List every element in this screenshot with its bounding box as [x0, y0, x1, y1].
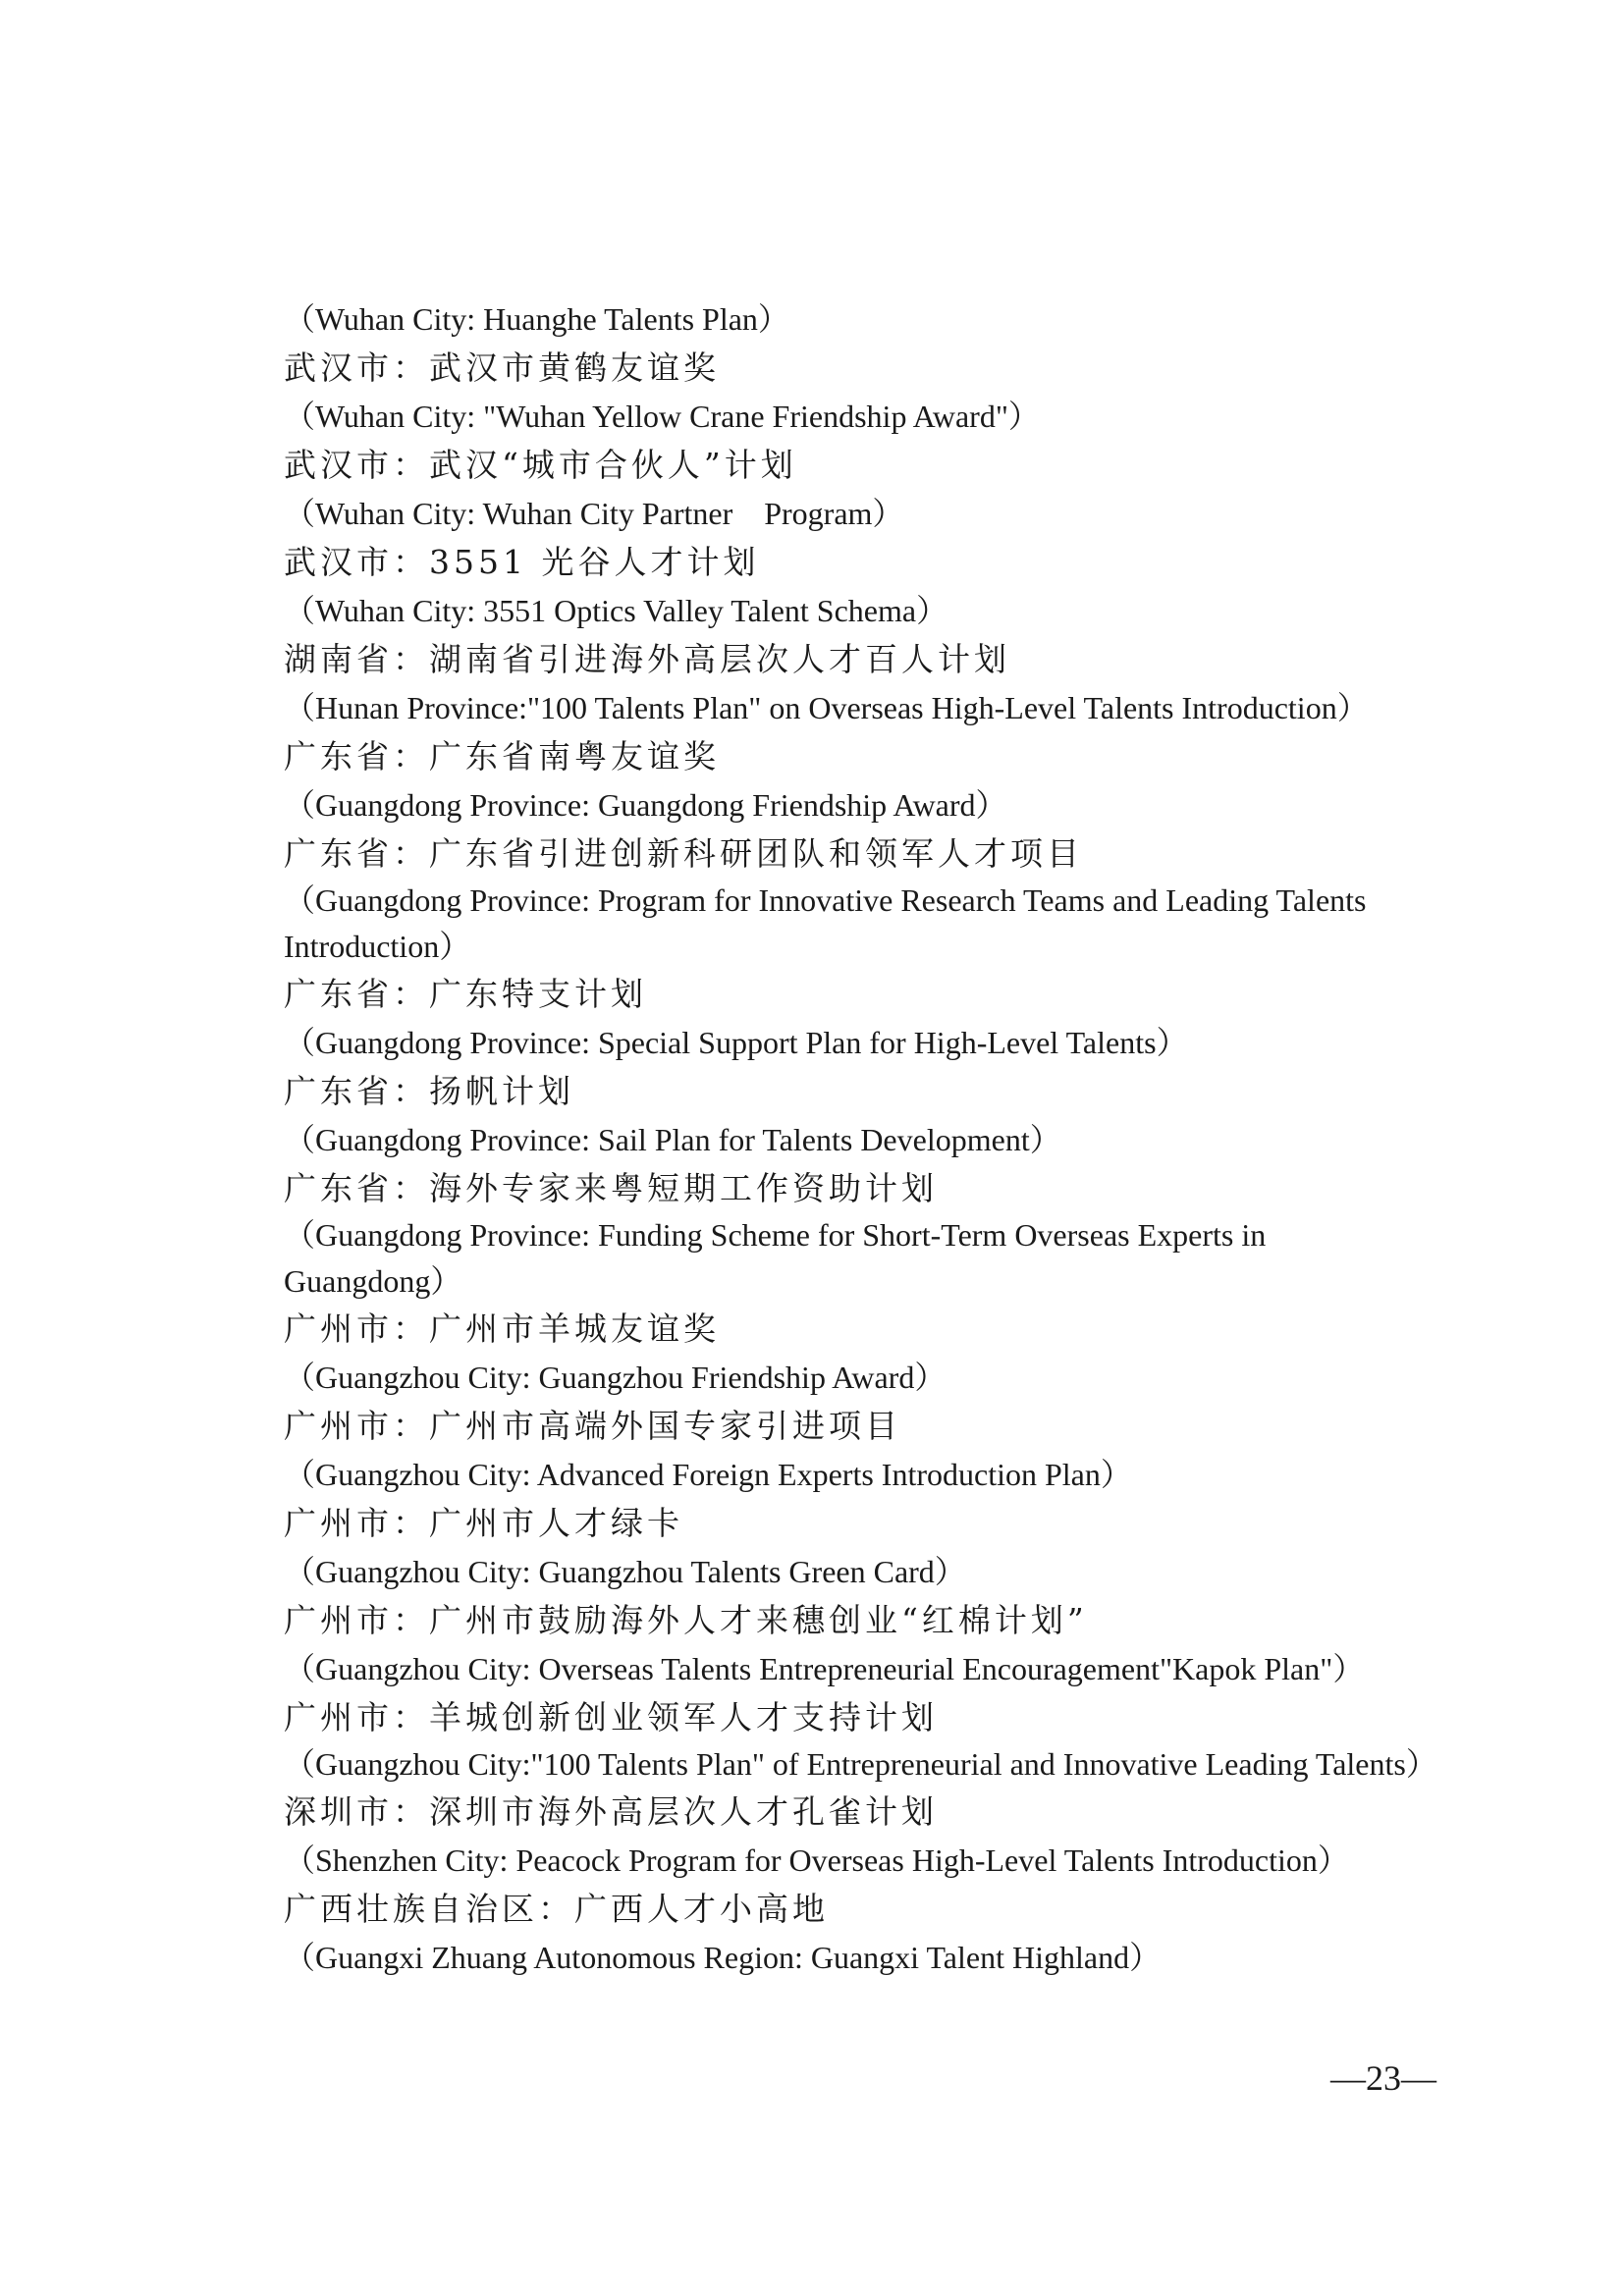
list-item	[284, 1693, 1437, 1788]
english-name: （Guangzhou City: Guangzhou Friendship Award）	[284, 1360, 947, 1395]
chinese-name: 广州市：广州市人才绿卡	[284, 1504, 683, 1542]
chinese-name: 广东省：扬帆计划	[284, 1072, 574, 1110]
list-item	[284, 1499, 1433, 1596]
list-item	[284, 1067, 1433, 1164]
english-name: （Guangzhou City: Overseas Talents Entrepreneurial Encouragement"Kapok Plan"）	[284, 1651, 1365, 1686]
page-number: —23—	[1330, 2058, 1436, 2098]
english-name: （Wuhan City: Wuhan City Partner Program）	[284, 496, 904, 531]
chinese-name: 深圳市：深圳市海外高层次人才孔雀计划	[284, 1792, 938, 1831]
english-name: （Guangdong Province: Sail Plan for Talents Development）	[284, 1122, 1061, 1157]
list-item	[284, 1402, 1433, 1499]
list-item	[284, 1164, 1433, 1305]
english-name: （Guangdong Province: Guangdong Friendship Award）	[284, 787, 1007, 823]
english-name: （Guangzhou City: Guangzhou Talents Green Card）	[284, 1554, 966, 1589]
english-name: （Wuhan City: Huanghe Talents Plan）	[284, 301, 789, 337]
talent-program-list	[284, 294, 1437, 1982]
list-item	[284, 1305, 1433, 1402]
list-item	[284, 294, 1433, 344]
list-item	[284, 732, 1433, 829]
chinese-name: 湖南省：湖南省引进海外高层次人才百人计划	[284, 640, 1010, 678]
list-item	[284, 538, 1433, 635]
list-item	[284, 1788, 1433, 1885]
english-name: （Guangdong Province: Special Support Plan for High-Level Talents）	[284, 1025, 1188, 1060]
list-item	[284, 1885, 1433, 1982]
chinese-name: 广州市：羊城创新创业领军人才支持计划	[284, 1698, 938, 1736]
chinese-name: 武汉市：3551 光谷人才计划	[284, 543, 760, 581]
english-name: （Wuhan City: 3551 Optics Valley Talent Schema）	[284, 593, 948, 628]
list-item	[284, 829, 1433, 970]
english-name: （Guangzhou City: Advanced Foreign Experts Introduction Plan）	[284, 1457, 1132, 1492]
chinese-name: 广东省：广东省南粤友谊奖	[284, 737, 720, 775]
chinese-name: 广东省：海外专家来粤短期工作资助计划	[284, 1169, 938, 1207]
chinese-name: 广东省：广东省引进创新科研团队和领军人才项目	[284, 834, 1083, 873]
list-item	[284, 441, 1433, 538]
chinese-name: 武汉市：武汉市黄鹤友谊奖	[284, 348, 720, 387]
english-name: （Hunan Province:"100 Talents Plan" on Overseas High-Level Talents Introduction）	[284, 690, 1369, 725]
chinese-name: 广州市：广州市羊城友谊奖	[284, 1309, 720, 1348]
chinese-name: 广东省：广东特支计划	[284, 975, 647, 1013]
chinese-name: 广州市：广州市高端外国专家引进项目	[284, 1407, 901, 1445]
chinese-name: 广州市：广州市鼓励海外人才来穗创业“红棉计划”	[284, 1601, 1088, 1639]
english-name: （Guangzhou City:"100 Talents Plan" of Entrepreneurial and Innovative Leading Talents）	[284, 1746, 1437, 1782]
chinese-name: 武汉市：武汉“城市合伙人”计划	[284, 446, 797, 484]
english-name: （Wuhan City: "Wuhan Yellow Crane Friendship Award"）	[284, 399, 1040, 434]
list-item	[284, 970, 1433, 1067]
list-item	[284, 635, 1433, 732]
list-item	[284, 344, 1433, 441]
list-item	[284, 1596, 1433, 1693]
english-name: （Guangdong Province: Program for Innovative Research Teams and Leading Talents Introduction）	[284, 882, 1367, 964]
english-name: （Guangxi Zhuang Autonomous Region: Guangxi Talent Highland）	[284, 1940, 1162, 1975]
english-name: （Shenzhen City: Peacock Program for Overseas High-Level Talents Introduction）	[284, 1842, 1349, 1878]
english-name: （Guangdong Province: Funding Scheme for Short-Term Overseas Experts in Guangdong）	[284, 1217, 1267, 1299]
chinese-name: 广西壮族自治区：广西人才小高地	[284, 1890, 829, 1928]
